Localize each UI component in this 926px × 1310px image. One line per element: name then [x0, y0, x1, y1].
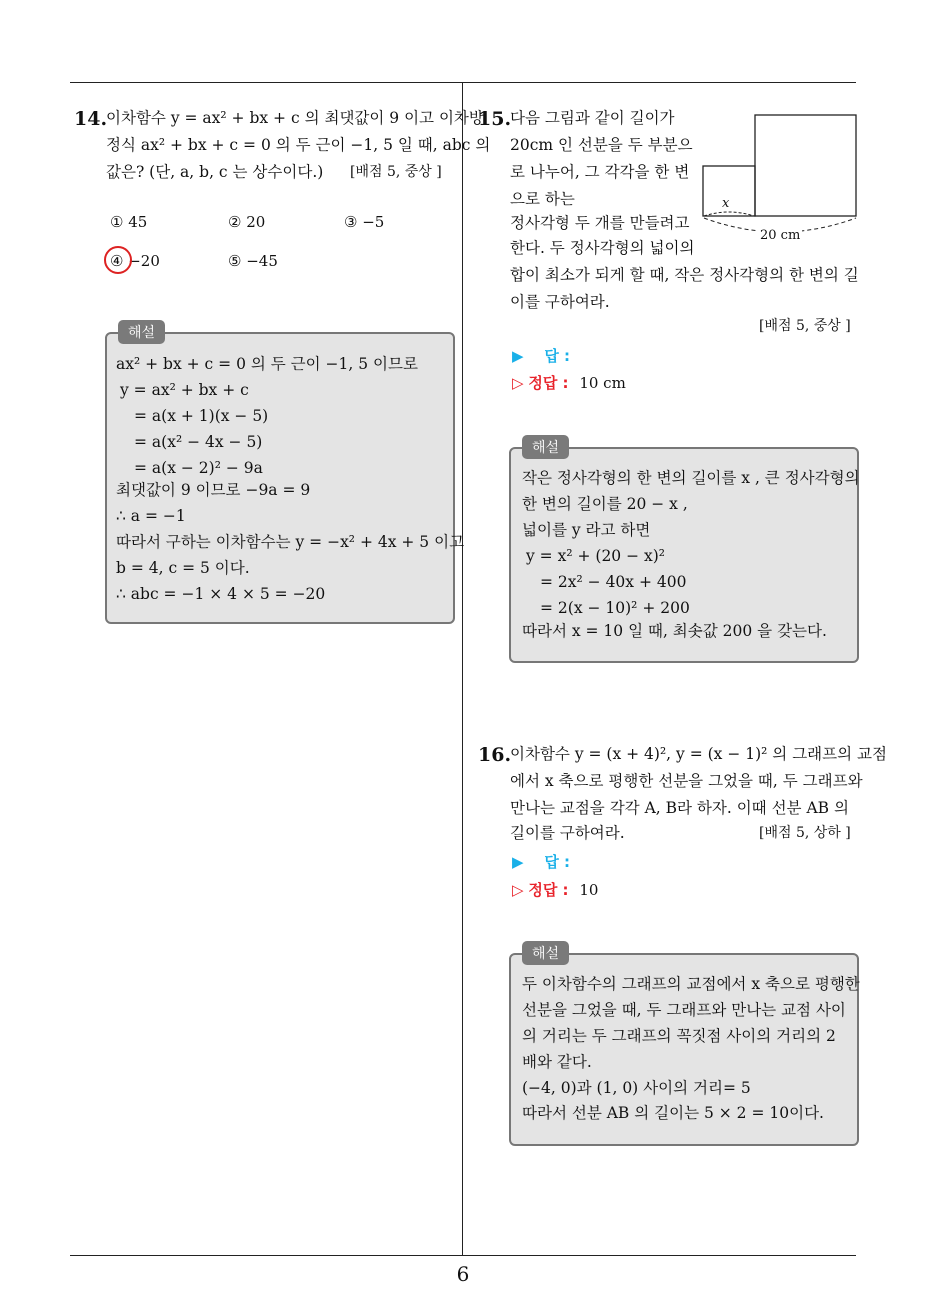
q16-line: 만나는 교점을 각각 A, B라 하자. 이때 선분 AB 의	[510, 799, 849, 817]
q15-solution-line: = 2x² − 40x + 400	[540, 573, 687, 591]
q15-key-label: 정답 :	[528, 374, 569, 392]
q16-key-value: 10	[579, 881, 599, 899]
q15-line: 이를 구하여라.	[510, 293, 610, 311]
q16-key-row	[512, 879, 598, 900]
open-triangle-icon: ▷	[512, 881, 524, 899]
q14-solution-line: ∴ a = −1	[116, 507, 186, 525]
q14-choice-5[interactable]: ⑤ −45	[228, 252, 278, 270]
q14-solution-line: ax² + bx + c = 0 의 두 근이 −1, 5 이므로	[116, 355, 418, 373]
q14-solution-line: = a(x − 2)² − 9a	[134, 459, 263, 477]
q16-solution-line: 선분을 그었을 때, 두 그래프와 만나는 교점 사이	[522, 1001, 846, 1019]
figure-x-label: x	[722, 196, 730, 211]
q15-line: 20cm 인 선분을 두 부분으	[510, 136, 693, 154]
q16-line: 에서 x 축으로 평행한 선분을 그었을 때, 두 그래프와	[510, 772, 863, 790]
q14-score: [배점 5, 중상 ]	[350, 164, 442, 180]
q14-solution-line: = a(x² − 4x − 5)	[134, 433, 263, 451]
q14-choice-2[interactable]: ② 20	[228, 213, 266, 231]
q15-line: 한다. 두 정사각형의 넓이의	[510, 239, 695, 257]
q15-solution-line: 작은 정사각형의 한 변의 길이를 x , 큰 정사각형의	[522, 469, 860, 487]
q14-solution-line: ∴ abc = −1 × 4 × 5 = −20	[116, 585, 326, 603]
q16-answer-row	[512, 851, 570, 872]
q14-line: 값은? (단, a, b, c 는 상수이다.)	[106, 163, 324, 181]
q15-score: [배점 5, 중상 ]	[759, 318, 851, 334]
q14-line: 정식 ax² + bx + c = 0 의 두 근이 −1, 5 일 때, abc 의	[106, 136, 491, 154]
q15-solution-line: = 2(x − 10)² + 200	[540, 599, 690, 617]
q16-solution-line: 두 이차함수의 그래프의 교점에서 x 축으로 평행한	[522, 975, 860, 993]
q14-solution-line: = a(x + 1)(x − 5)	[134, 407, 269, 425]
q14-number: 14.	[74, 108, 108, 130]
q14-line: 이차함수 y = ax² + bx + c 의 최댓값이 9 이고 이차방	[106, 109, 484, 127]
page-number: 6	[456, 1262, 470, 1286]
q15-line: 다음 그림과 같이 길이가	[510, 109, 675, 127]
q14-choice-4[interactable]: ④ −20	[110, 252, 160, 270]
q15-line: 으로 하는	[510, 190, 575, 208]
q15-line: 정사각형 두 개를 만들려고	[510, 214, 690, 232]
q16-answer-label: 답 :	[544, 853, 571, 871]
q16-solution-tag: 해설	[522, 941, 569, 965]
play-triangle-icon: ▶	[512, 347, 524, 365]
bottom-rule	[70, 1255, 856, 1256]
q14-solution-box	[105, 332, 455, 624]
open-triangle-icon: ▷	[512, 374, 524, 392]
q15-solution-line: 따라서 x = 10 일 때, 최솟값 200 을 갖는다.	[522, 622, 827, 640]
q16-number: 16.	[478, 744, 512, 766]
q15-answer-row	[512, 345, 570, 366]
q14-solution-tag: 해설	[118, 320, 165, 344]
q16-key-label: 정답 :	[528, 881, 569, 899]
column-divider	[462, 82, 463, 1255]
q15-solution-line: 한 변의 길이를 20 − x ,	[522, 495, 688, 513]
q14-solution-line: 최댓값이 9 이므로 −9a = 9	[116, 481, 311, 499]
q15-solution-line: 넓이를 y 라고 하면	[522, 521, 651, 539]
q15-solution-tag: 해설	[522, 435, 569, 459]
q16-score: [배점 5, 상하 ]	[759, 825, 851, 841]
q14-solution-line: 따라서 구하는 이차함수는 y = −x² + 4x + 5 이고	[116, 533, 465, 551]
q16-solution-line: 따라서 선분 AB 의 길이는 5 × 2 = 10이다.	[522, 1104, 824, 1122]
q15-number: 15.	[478, 108, 512, 130]
q16-line: 길이를 구하여라.	[510, 824, 625, 842]
q15-key-row	[512, 372, 626, 393]
q15-key-value: 10 cm	[579, 374, 626, 392]
q16-line: 이차함수 y = (x + 4)², y = (x − 1)² 의 그래프의 교점	[510, 745, 887, 763]
q15-line: 로 나누어, 그 각각을 한 변	[510, 163, 690, 181]
q15-line: 합이 최소가 되게 할 때, 작은 정사각형의 한 변의 길	[510, 266, 859, 284]
q16-solution-line: (−4, 0)과 (1, 0) 사이의 거리= 5	[522, 1079, 751, 1097]
q14-choice-1[interactable]: ① 45	[110, 213, 148, 231]
q14-solution-line: y = ax² + bx + c	[120, 381, 249, 399]
q14-choice-3[interactable]: ③ −5	[344, 213, 385, 231]
top-rule	[70, 82, 856, 83]
figure-length-label: 20 cm	[758, 226, 802, 246]
large-square	[755, 115, 856, 216]
q15-solution-line: y = x² + (20 − x)²	[526, 547, 666, 565]
q14-solution-line: b = 4, c = 5 이다.	[116, 559, 250, 577]
play-triangle-icon: ▶	[512, 853, 524, 871]
selected-answer-circle-icon	[104, 246, 132, 274]
q16-solution-line: 배와 같다.	[522, 1053, 592, 1071]
q15-answer-label: 답 :	[544, 347, 571, 365]
q16-solution-line: 의 거리는 두 그래프의 꼭짓점 사이의 거리의 2	[522, 1027, 836, 1045]
